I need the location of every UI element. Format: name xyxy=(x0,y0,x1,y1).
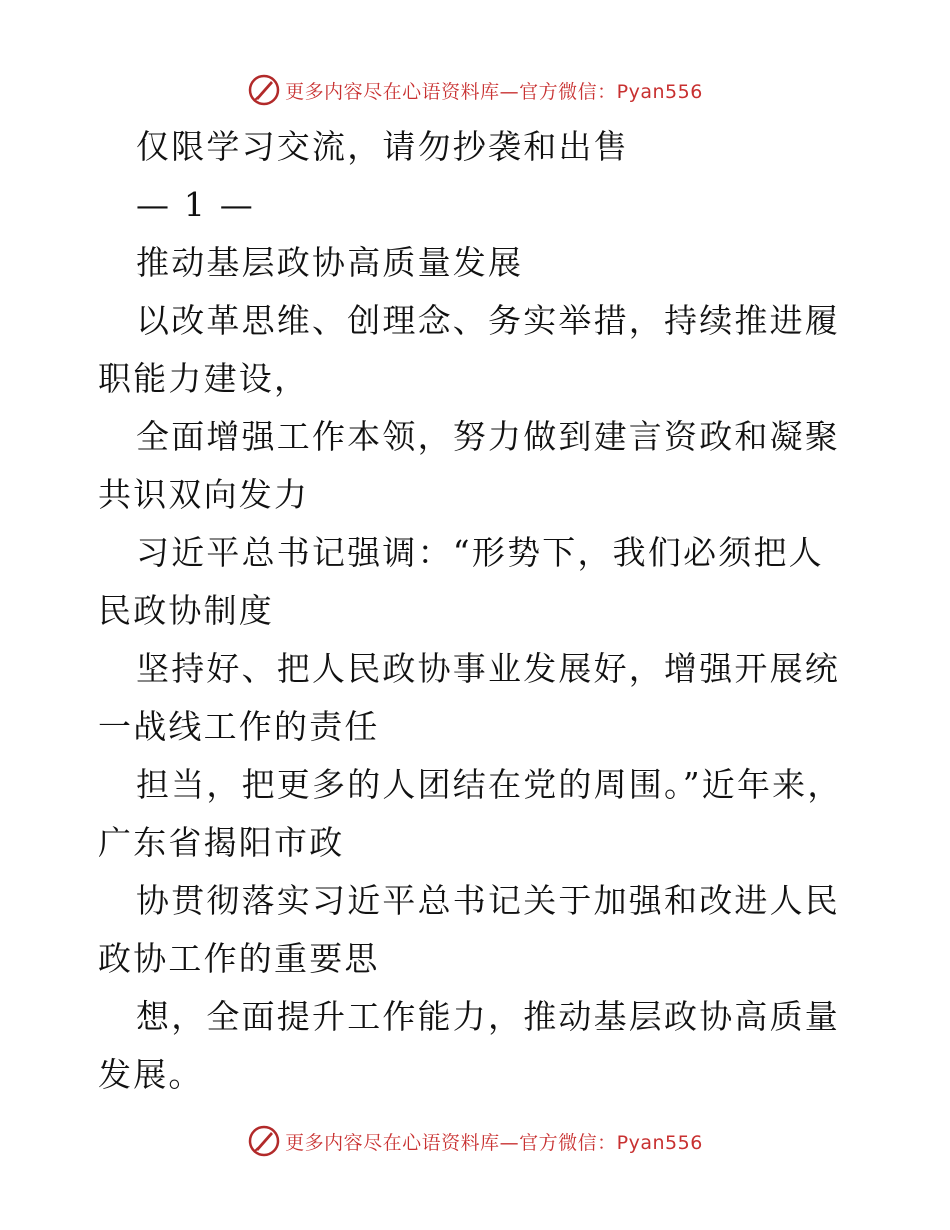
paragraph-2: 全面增强工作本领，努力做到建言资政和凝聚共识双向发力 xyxy=(98,417,840,514)
paragraph-7: 想，全面提升工作能力，推动基层政协高质量发展。 xyxy=(98,997,840,1094)
quill-logo-icon xyxy=(247,73,281,107)
page-marker: — 1 — xyxy=(136,185,255,224)
banner-text: 更多内容尽在心语资料库—官方微信：Pyan556 xyxy=(285,1131,703,1154)
header-watermark-banner xyxy=(0,70,950,110)
quill-logo-icon xyxy=(247,1124,281,1158)
document-body xyxy=(98,118,858,1104)
paragraph-5: 担当，把更多的人团结在党的周围。”近年来，广东省揭阳市政 xyxy=(98,765,843,862)
footer-watermark-banner xyxy=(0,1121,950,1161)
paragraph-4: 坚持好、把人民政协事业发展好，增强开展统一战线工作的责任 xyxy=(98,649,840,746)
paragraph-3: 习近平总书记强调：“形势下，我们必须把人民政协制度 xyxy=(98,533,824,630)
paragraph-1: 以改革思维、创理念、务实举措，持续推进履职能力建设， xyxy=(98,301,840,398)
banner-text: 更多内容尽在心语资料库—官方微信：Pyan556 xyxy=(285,80,703,103)
notice-line: 仅限学习交流，请勿抄袭和出售 xyxy=(136,127,629,166)
paragraph-6: 协贯彻落实习近平总书记关于加强和改进人民政协工作的重要思 xyxy=(98,881,840,978)
document-title: 推动基层政协高质量发展 xyxy=(136,243,524,282)
